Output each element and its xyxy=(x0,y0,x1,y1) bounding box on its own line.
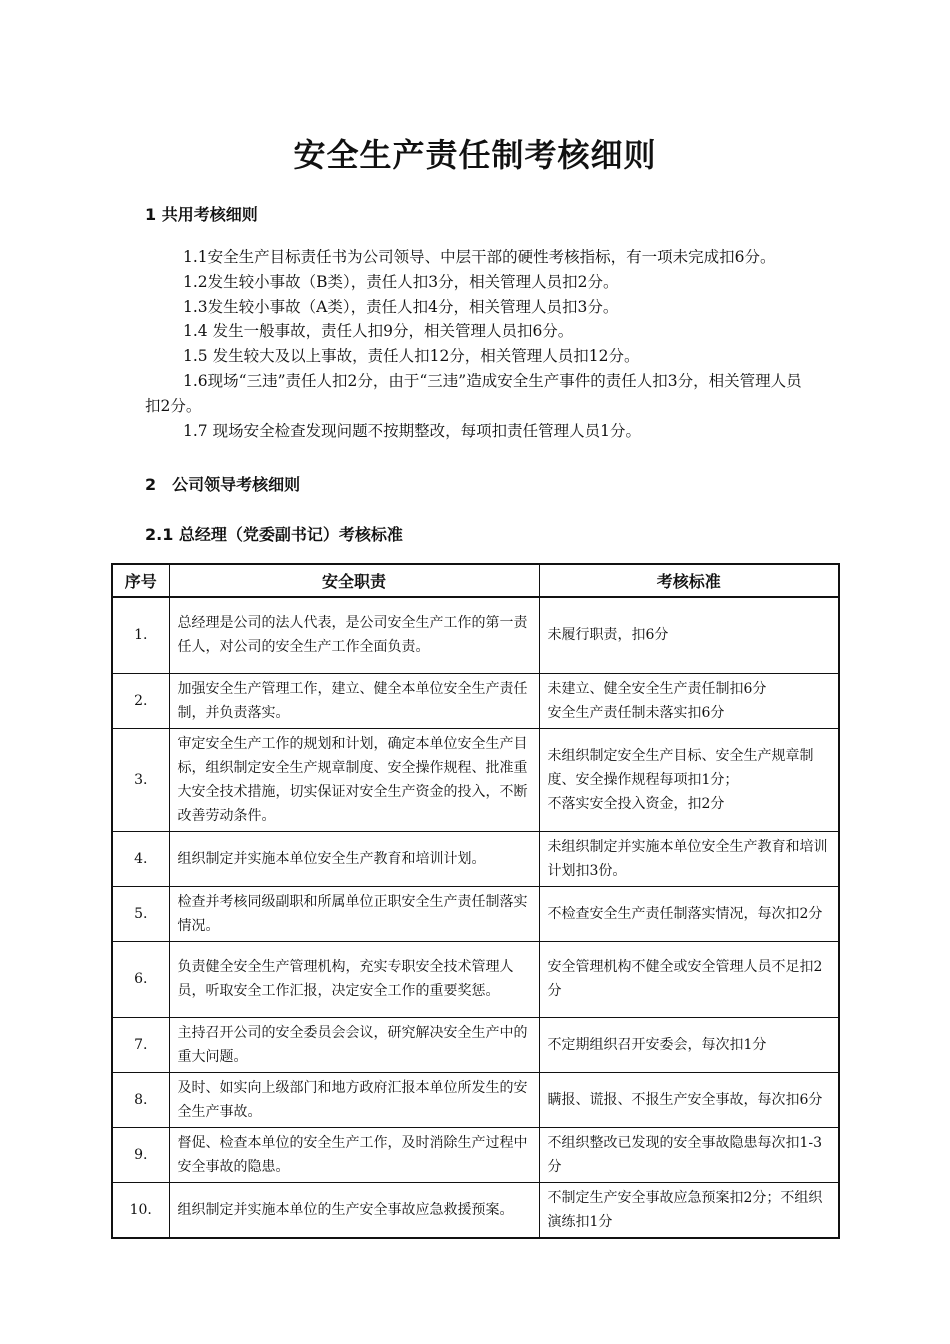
row-number: 8. xyxy=(112,1072,169,1127)
table-body xyxy=(112,597,839,1238)
row-duty: 主持召开公司的安全委员会会议，研究解决安全生产中的重大问题。 xyxy=(169,1017,539,1072)
table-row xyxy=(112,597,839,673)
row-number: 5. xyxy=(112,886,169,941)
row-standard xyxy=(539,673,839,728)
row-duty: 加强安全生产管理工作，建立、健全本单位安全生产责任制，并负责落实。 xyxy=(169,673,539,728)
standard-line: 未履行职责，扣6分 xyxy=(547,627,669,644)
table-row xyxy=(112,941,839,1017)
header-no: 序号 xyxy=(112,564,169,597)
standard-line: 不落实安全投入资金，扣2分 xyxy=(547,795,725,812)
section-2-heading: 2 公司领导考核细则 xyxy=(145,475,301,494)
table-row xyxy=(112,1182,839,1238)
rule-item: 1.6现场“三违”责任人扣2分，由于“三违”造成安全生产事件的责任人扣3分，相关管理人员扣2分。 xyxy=(145,371,802,415)
rule-item: 1.4 发生一般事故，责任人扣9分，相关管理人员扣6分。 xyxy=(183,322,574,341)
table-row xyxy=(112,1127,839,1182)
row-standard xyxy=(539,597,839,673)
row-number: 9. xyxy=(112,1127,169,1182)
table-header-row xyxy=(112,564,839,597)
table-row xyxy=(112,728,839,831)
row-number: 2. xyxy=(112,673,169,728)
row-duty: 检查并考核同级副职和所属单位正职安全生产责任制落实情况。 xyxy=(169,886,539,941)
standard-line: 不检查安全生产责任制落实情况，每次扣2分 xyxy=(547,905,823,922)
header-duty: 安全职责 xyxy=(169,564,539,597)
rule-item: 1.5 发生较大及以上事故，责任人扣12分，相关管理人员扣12分。 xyxy=(183,347,640,366)
rule-item: 1.2发生较小事故（B类），责任人扣3分，相关管理人员扣2分。 xyxy=(183,272,619,291)
standard-line: 瞒报、谎报、不报生产安全事故，每次扣6分 xyxy=(547,1091,823,1108)
standard-line: 不定期组织召开安委会，每次扣1分 xyxy=(547,1036,767,1053)
section-2-1-heading: 2.1 总经理（党委副书记）考核标准 xyxy=(145,525,403,544)
standard-line: 不组织整改已发现的安全事故隐患每次扣1-3分 xyxy=(547,1134,823,1175)
row-standard xyxy=(539,1127,839,1182)
assessment-table xyxy=(111,563,840,1239)
row-number: 7. xyxy=(112,1017,169,1072)
table-row xyxy=(112,673,839,728)
row-number: 6. xyxy=(112,941,169,1017)
row-standard xyxy=(539,1072,839,1127)
row-duty: 组织制定并实施本单位安全生产教育和培训计划。 xyxy=(169,831,539,886)
row-standard xyxy=(539,831,839,886)
row-standard xyxy=(539,728,839,831)
table-row xyxy=(112,1017,839,1072)
row-duty: 负责健全安全生产管理机构，充实专职安全技术管理人员，听取安全工作汇报，决定安全工作的重要奖惩。 xyxy=(169,941,539,1017)
rule-item: 1.3发生较小事故（A类），责任人扣4分，相关管理人员扣3分。 xyxy=(183,297,619,316)
standard-line: 安全生产责任制未落实扣6分 xyxy=(547,704,725,721)
row-standard xyxy=(539,941,839,1017)
standard-line: 安全管理机构不健全或安全管理人员不足扣2分 xyxy=(547,959,823,999)
standard-line: 未组织制定安全生产目标、安全生产规章制度、安全操作规程每项扣1分； xyxy=(547,747,814,788)
standard-line: 不制定生产安全事故应急预案扣2分；不组织演练扣1分 xyxy=(547,1189,823,1230)
table-row xyxy=(112,886,839,941)
section-1-heading: 1 共用考核细则 xyxy=(145,205,258,224)
row-number: 10. xyxy=(112,1182,169,1238)
row-duty: 组织制定并实施本单位的生产安全事故应急救援预案。 xyxy=(169,1182,539,1238)
row-duty: 总经理是公司的法人代表，是公司安全生产工作的第一责任人，对公司的安全生产工作全面负责。 xyxy=(169,597,539,673)
standard-line: 未建立、健全安全生产责任制扣6分 xyxy=(547,680,767,697)
row-standard xyxy=(539,1017,839,1072)
row-number: 4. xyxy=(112,831,169,886)
standard-line: 未组织制定并实施本单位安全生产教育和培训计划扣3份。 xyxy=(547,838,828,879)
row-number: 3. xyxy=(112,728,169,831)
common-rules xyxy=(145,245,810,443)
table-row xyxy=(112,1072,839,1127)
row-standard xyxy=(539,886,839,941)
row-duty: 及时、如实向上级部门和地方政府汇报本单位所发生的安全生产事故。 xyxy=(169,1072,539,1127)
header-standard: 考核标准 xyxy=(539,564,839,597)
rule-item: 1.1安全生产目标责任书为公司领导、中层干部的硬性考核指标，有一项未完成扣6分。 xyxy=(183,248,776,266)
document-title: 安全生产责任制考核细则 xyxy=(293,136,657,174)
row-standard xyxy=(539,1182,839,1238)
row-number: 1. xyxy=(112,597,169,673)
row-duty: 督促、检查本单位的安全生产工作，及时消除生产过程中安全事故的隐患。 xyxy=(169,1127,539,1182)
rule-item: 1.7 现场安全检查发现问题不按期整改，每项扣责任管理人员1分。 xyxy=(183,421,641,440)
table-row xyxy=(112,831,839,886)
row-duty: 审定安全生产工作的规划和计划，确定本单位安全生产目标，组织制定安全生产规章制度、安全操作规程、批准重大安全技术措施，切实保证对安全生产资金的投入，不断改善劳动条件。 xyxy=(169,728,539,831)
